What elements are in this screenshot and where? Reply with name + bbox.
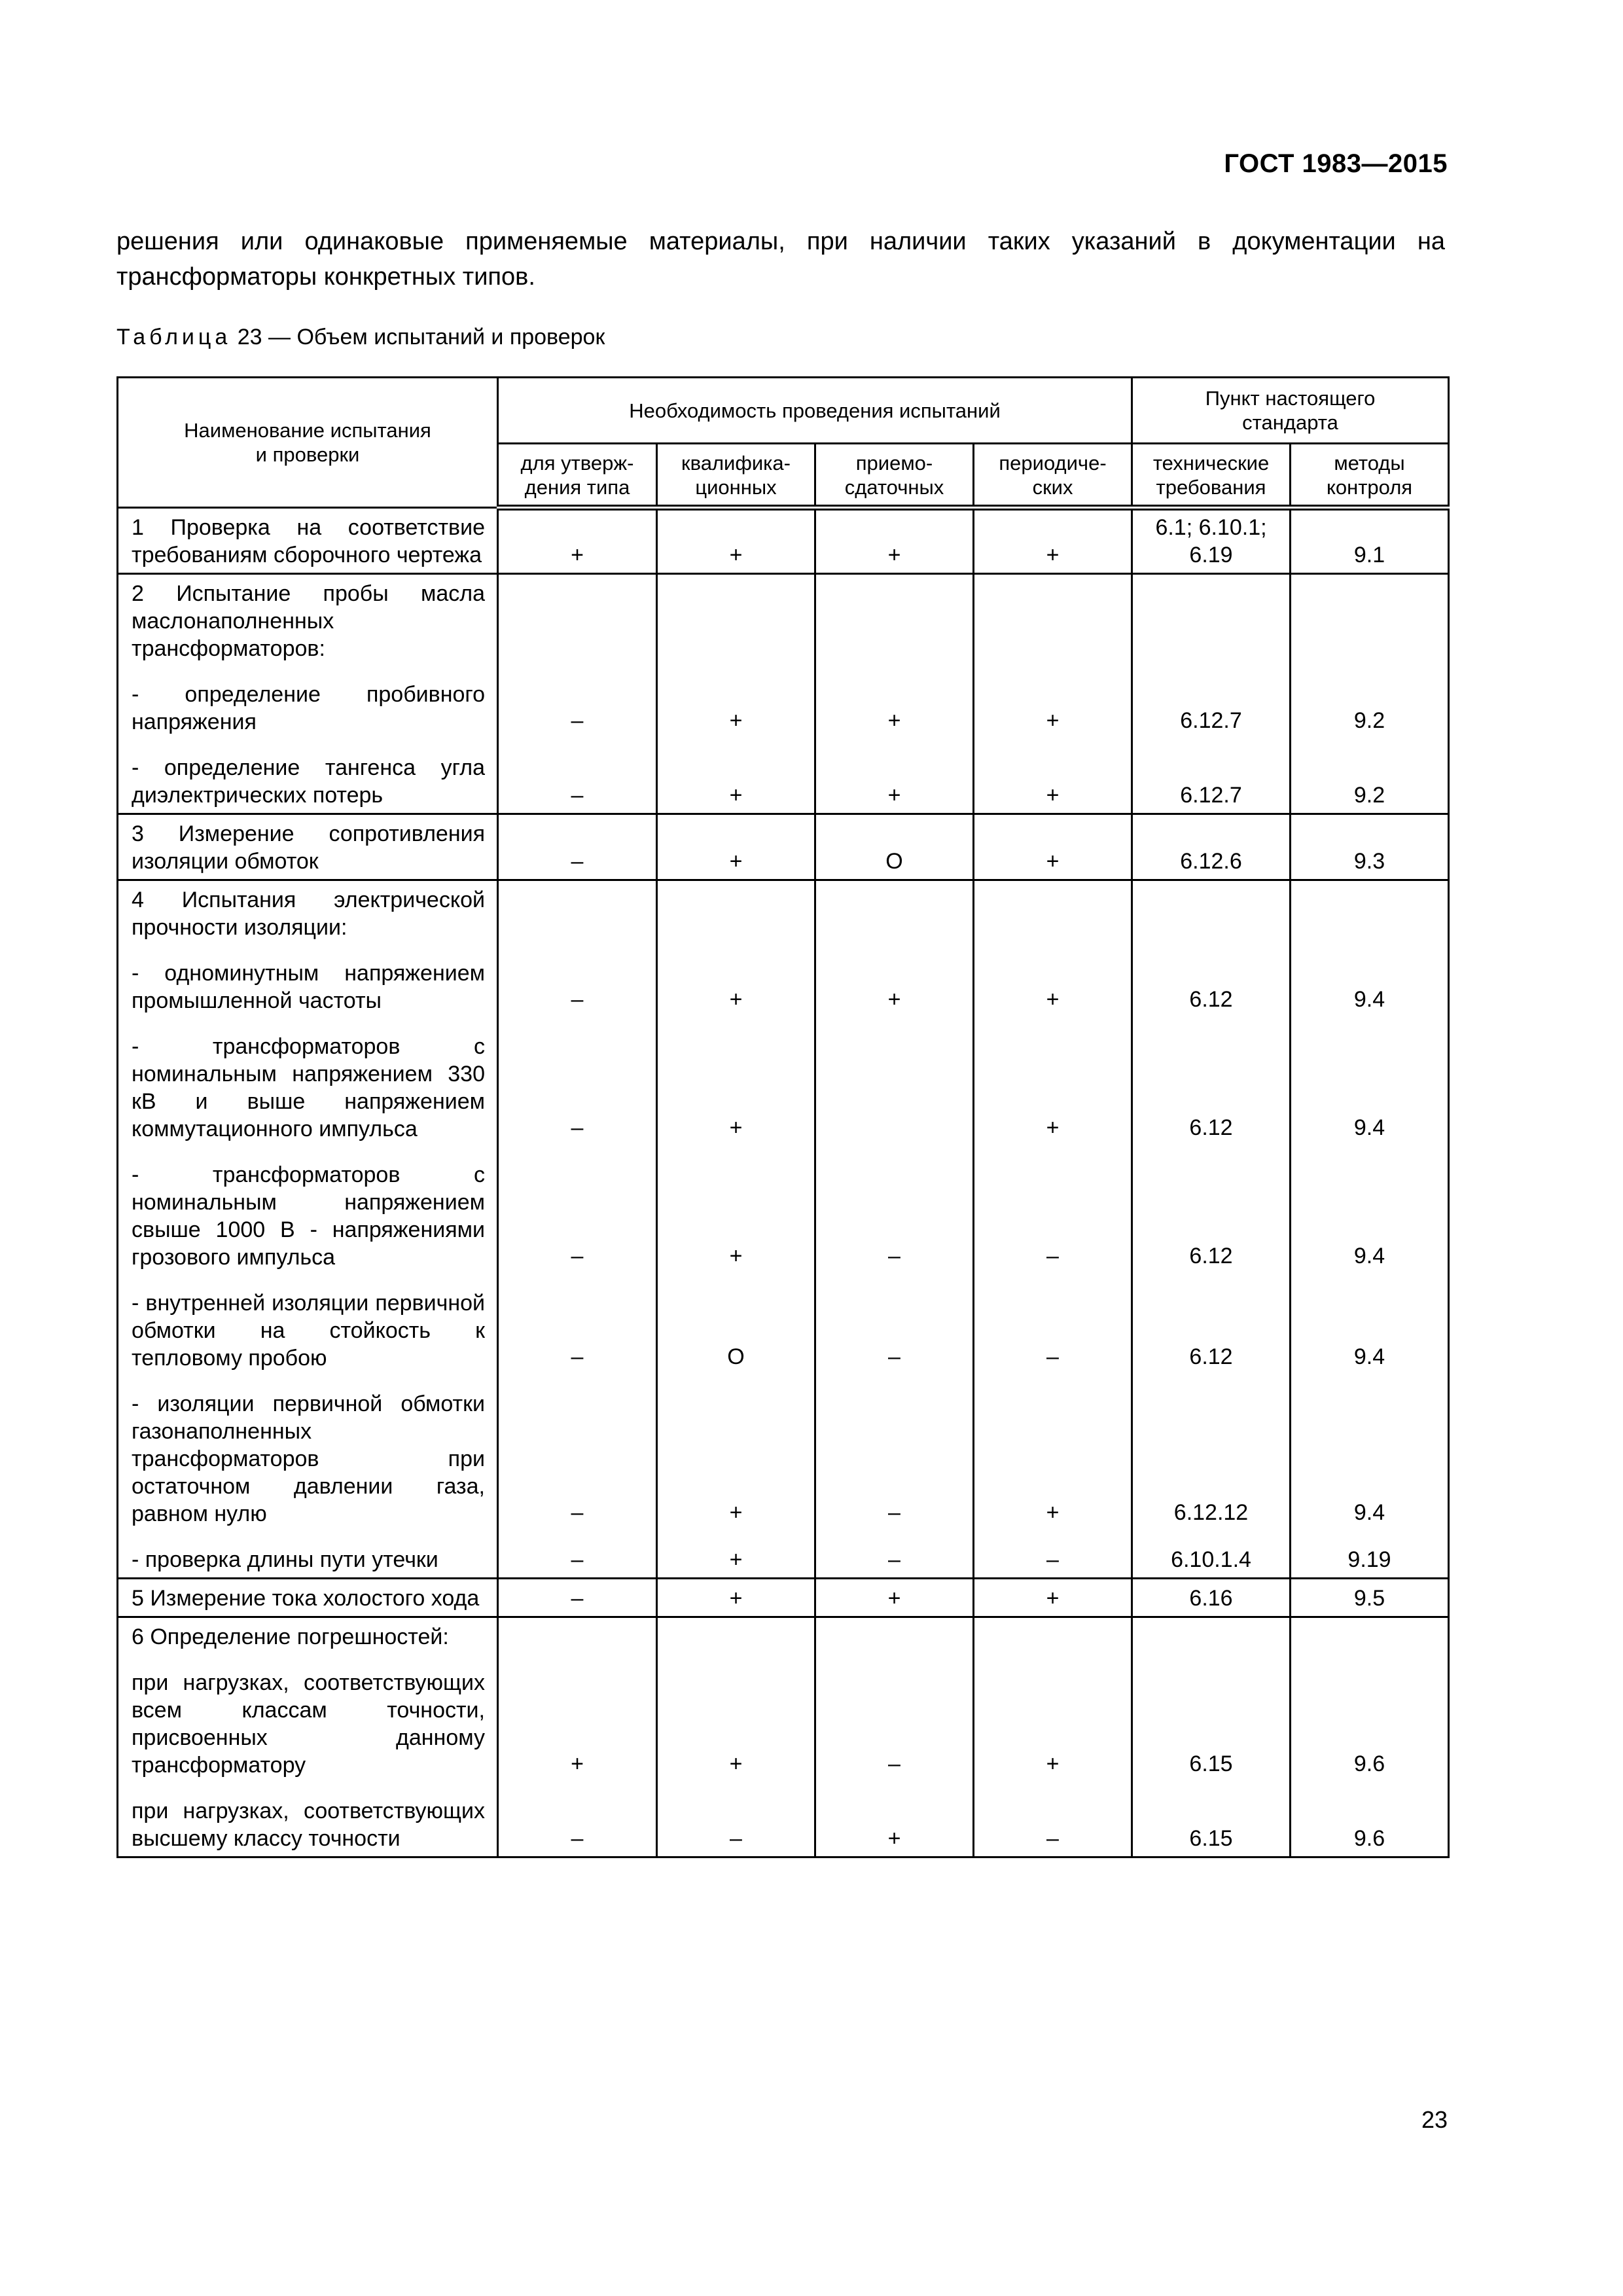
test-name-cell: - внутренней изоляции первичной обмотки на стойкость к тепловому пробою [118,1274,498,1374]
cell-periodic: + [974,1374,1132,1530]
table-row [118,1274,1449,1374]
cell-acceptance [815,574,974,666]
table-caption [116,325,605,350]
table-row [118,508,1449,574]
test-name-cell: - определение тангенса угла диэлектрических потерь [118,738,498,814]
cell-qualification: + [657,508,815,574]
cell-type-approval: – [498,814,657,880]
cell-acceptance: + [815,508,974,574]
cell-tech-requirements: 6.10.1.4 [1132,1530,1291,1579]
test-name-cell: 6 Определение погрешностей: [118,1617,498,1654]
header-name: Наименование испытания и проверки [118,378,498,508]
cell-type-approval: – [498,1274,657,1374]
cell-type-approval: – [498,1530,657,1579]
cell-tech-requirements: 6.16 [1132,1579,1291,1617]
cell-periodic: + [974,738,1132,814]
header-clause: Пункт настоящего стандарта [1132,378,1449,444]
cell-acceptance: + [815,665,974,738]
cell-qualification: – [657,1782,815,1857]
header-qualification: квалифика-ционных [657,444,815,508]
test-name-cell: при нагрузках, соответствующих всем классам точности, присвоенных данному трансформатору [118,1653,498,1782]
cell-acceptance: – [815,1530,974,1579]
cell-periodic: + [974,1017,1132,1145]
header-acceptance: приемо-сдаточных [815,444,974,508]
cell-periodic: + [974,1653,1132,1782]
table-row [118,1374,1449,1530]
table-row [118,1617,1449,1654]
cell-control-methods: 9.2 [1291,738,1449,814]
test-name-cell: 5 Измерение тока холостого хода [118,1579,498,1617]
table-caption-word: Таблица [116,325,232,350]
cell-control-methods: 9.5 [1291,1579,1449,1617]
cell-acceptance [815,1017,974,1145]
cell-control-methods: 9.4 [1291,1374,1449,1530]
cell-acceptance [815,880,974,944]
document-standard-header: ГОСТ 1983—2015 [1224,149,1448,178]
cell-tech-requirements: 6.15 [1132,1653,1291,1782]
table-row [118,880,1449,944]
header-periodic: периодиче-ских [974,444,1132,508]
cell-acceptance: – [815,1653,974,1782]
table-row [118,1579,1449,1617]
cell-acceptance: + [815,944,974,1017]
table-row [118,574,1449,666]
cell-control-methods: 9.4 [1291,1274,1449,1374]
cell-type-approval: – [498,1782,657,1857]
cell-qualification: + [657,944,815,1017]
cell-acceptance [815,1617,974,1654]
table-row [118,665,1449,738]
cell-type-approval: – [498,1579,657,1617]
cell-periodic [974,574,1132,666]
cell-qualification: + [657,1653,815,1782]
cell-periodic: – [974,1530,1132,1579]
cell-type-approval: – [498,1374,657,1530]
cell-periodic: – [974,1145,1132,1274]
cell-control-methods: 9.6 [1291,1653,1449,1782]
table-row [118,1017,1449,1145]
cell-acceptance: + [815,1579,974,1617]
header-type-approval: для утверж-дения типа [498,444,657,508]
cell-type-approval: + [498,1653,657,1782]
cell-control-methods: 9.2 [1291,665,1449,738]
test-name-cell: 2 Испытание пробы масла маслонаполненных трансформаторов: [118,574,498,666]
test-name-cell: 4 Испытания электрической прочности изоляции: [118,880,498,944]
cell-periodic: + [974,508,1132,574]
cell-acceptance: + [815,1782,974,1857]
cell-type-approval: + [498,508,657,574]
header-tech-requirements: технические требования [1132,444,1291,508]
cell-control-methods: 9.1 [1291,508,1449,574]
cell-control-methods: 9.4 [1291,944,1449,1017]
test-name-cell: - изоляции первичной обмотки газонаполненных трансформаторов при остаточном давлении газа, равном нулю [118,1374,498,1530]
cell-qualification: + [657,814,815,880]
cell-periodic: + [974,1579,1132,1617]
cell-periodic: + [974,665,1132,738]
test-name-cell: при нагрузках, соответствующих высшему классу точности [118,1782,498,1857]
cell-qualification: О [657,1274,815,1374]
cell-periodic: – [974,1274,1132,1374]
cell-control-methods [1291,880,1449,944]
cell-periodic [974,880,1132,944]
cell-type-approval: – [498,665,657,738]
cell-qualification: + [657,1530,815,1579]
cell-qualification: + [657,1374,815,1530]
cell-qualification [657,574,815,666]
cell-tech-requirements: 6.12 [1132,944,1291,1017]
cell-tech-requirements: 6.15 [1132,1782,1291,1857]
cell-periodic: + [974,944,1132,1017]
cell-qualification: + [657,1145,815,1274]
cell-periodic: – [974,1782,1132,1857]
test-name-cell: - одноминутным напряжением промышленной частоты [118,944,498,1017]
table-row [118,814,1449,880]
cell-periodic: + [974,814,1132,880]
cell-tech-requirements: 6.12.7 [1132,665,1291,738]
table-caption-title: 23 — Объем испытаний и проверок [231,325,605,350]
cell-qualification: + [657,665,815,738]
cell-control-methods: 9.4 [1291,1145,1449,1274]
cell-qualification [657,1617,815,1654]
cell-qualification: + [657,1017,815,1145]
cell-acceptance: – [815,1374,974,1530]
cell-tech-requirements: 6.12.12 [1132,1374,1291,1530]
cell-tech-requirements [1132,1617,1291,1654]
test-name-cell: - трансформаторов с номинальным напряжением свыше 1000 В - напряжениями грозового импульса [118,1145,498,1274]
cell-control-methods: 9.4 [1291,1017,1449,1145]
cell-tech-requirements: 6.12 [1132,1145,1291,1274]
cell-tech-requirements [1132,880,1291,944]
cell-qualification [657,880,815,944]
cell-control-methods: 9.19 [1291,1530,1449,1579]
cell-control-methods: 9.6 [1291,1782,1449,1857]
cell-type-approval: – [498,944,657,1017]
table-row [118,1782,1449,1857]
cell-periodic [974,1617,1132,1654]
tests-table-body [118,508,1449,1857]
cell-tech-requirements: 6.12 [1132,1274,1291,1374]
cell-type-approval [498,574,657,666]
cell-tech-requirements: 6.1; 6.10.1; 6.19 [1132,508,1291,574]
cell-acceptance: О [815,814,974,880]
tests-table [116,376,1450,1858]
cell-type-approval: – [498,1145,657,1274]
table-row [118,1653,1449,1782]
test-name-cell: - определение пробивного напряжения [118,665,498,738]
cell-type-approval: – [498,738,657,814]
test-name-cell: 3 Измерение сопротивления изоляции обмоток [118,814,498,880]
page-number: 23 [1421,2106,1448,2133]
cell-qualification: + [657,1579,815,1617]
test-name-cell: - трансформаторов с номинальным напряжением 330 кВ и выше напряжением коммутационного импульса [118,1017,498,1145]
table-row [118,944,1449,1017]
cell-acceptance: + [815,738,974,814]
cell-tech-requirements: 6.12.7 [1132,738,1291,814]
cell-type-approval [498,1617,657,1654]
table-row [118,1145,1449,1274]
cell-tech-requirements [1132,574,1291,666]
cell-control-methods [1291,574,1449,666]
cell-qualification: + [657,738,815,814]
table-row [118,1530,1449,1579]
cell-tech-requirements: 6.12 [1132,1017,1291,1145]
cell-control-methods: 9.3 [1291,814,1449,880]
cell-acceptance: – [815,1274,974,1374]
header-control-methods: методы контроля [1291,444,1449,508]
cell-tech-requirements: 6.12.6 [1132,814,1291,880]
intro-paragraph: решения или одинаковые применяемые материалы, при наличии таких указаний в документации на трансформаторы конкретных типов. [116,228,1445,291]
test-name-cell: 1 Проверка на соответствие требованиям сборочного чертежа [118,508,498,574]
table-row [118,738,1449,814]
test-name-cell: - проверка длины пути утечки [118,1530,498,1579]
cell-control-methods [1291,1617,1449,1654]
cell-type-approval [498,880,657,944]
cell-type-approval: – [498,1017,657,1145]
header-necessity: Необходимость проведения испытаний [498,378,1132,444]
cell-acceptance: – [815,1145,974,1274]
